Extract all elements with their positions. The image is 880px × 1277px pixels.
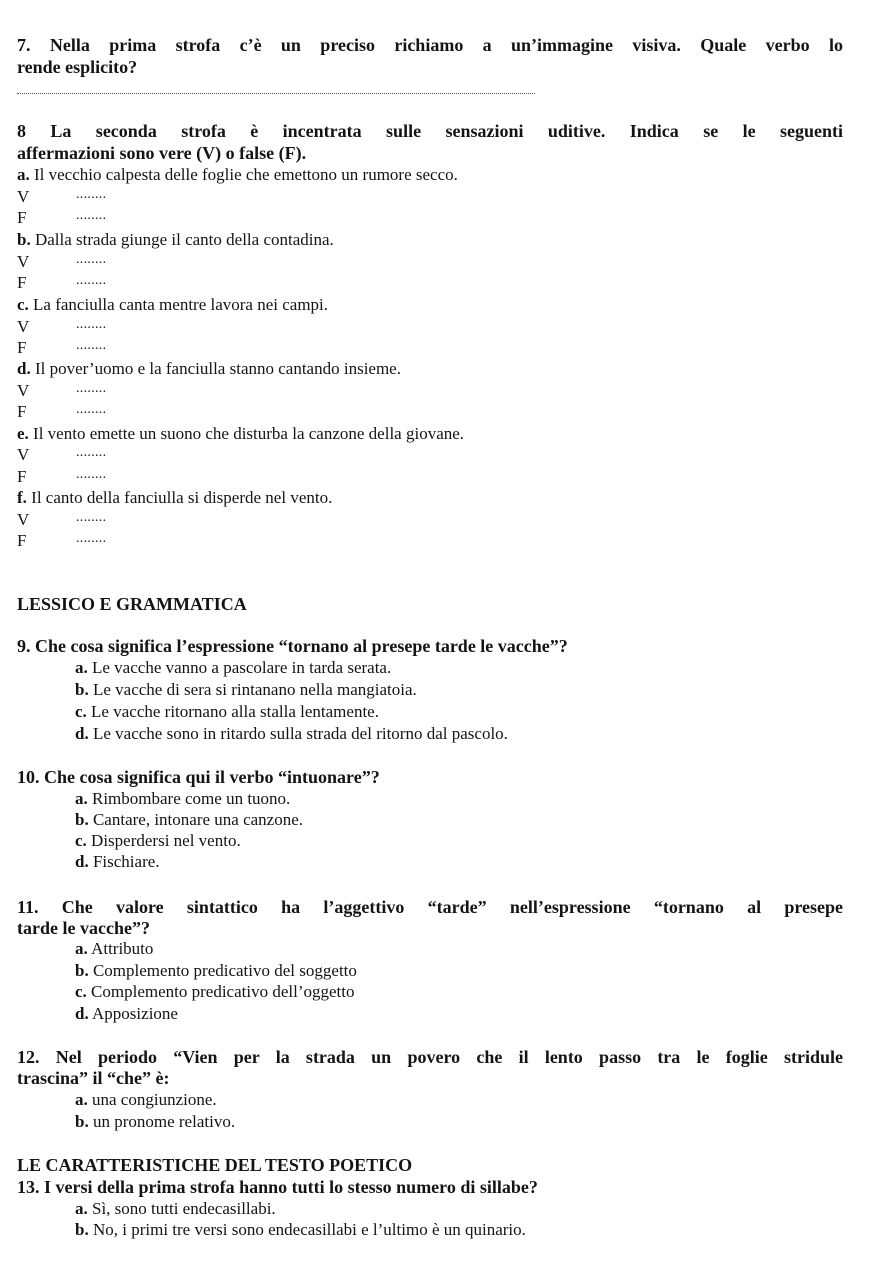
q8a-f-blank[interactable]: ........ bbox=[76, 208, 107, 223]
q8-statement-a: a. Il vecchio calpesta delle foglie che emettono un rumore secco. bbox=[17, 165, 458, 184]
q9-option-b[interactable]: b. Le vacche di sera si rintanano nella mangiatoia. bbox=[75, 680, 417, 699]
q8e-f-label: F bbox=[17, 467, 27, 486]
q8-statement-c: c. La fanciulla canta mentre lavora nei campi. bbox=[17, 295, 329, 314]
q11-option-b[interactable]: b. Complemento predicativo del soggetto bbox=[75, 961, 357, 980]
q9-text: 9. Che cosa significa l’espressione “tornano al presepe tarde le vacche”? bbox=[17, 636, 568, 656]
q11-option-c[interactable]: c. Complemento predicativo dell’oggetto bbox=[75, 982, 355, 1001]
q7-answer-line[interactable] bbox=[17, 93, 535, 94]
q8b-v-label: V bbox=[17, 252, 30, 271]
q8d-v-label: V bbox=[17, 381, 30, 400]
q8f-v-blank[interactable]: ........ bbox=[76, 510, 107, 525]
q8c-f-label: F bbox=[17, 338, 27, 357]
q8c-v-label: V bbox=[17, 317, 30, 336]
q8a-f-label: F bbox=[17, 208, 27, 227]
section-heading-lessico: LESSICO E GRAMMATICA bbox=[17, 594, 247, 614]
q10-option-d[interactable]: d. Fischiare. bbox=[75, 852, 160, 871]
q8-statement-b: b. Dalla strada giunge il canto della contadina. bbox=[17, 230, 334, 249]
q8-line2: affermazioni sono vere (V) o false (F). bbox=[17, 143, 307, 163]
q13-option-a[interactable]: a. Sì, sono tutti endecasillabi. bbox=[75, 1199, 276, 1218]
q10-option-a[interactable]: a. Rimbombare come un tuono. bbox=[75, 789, 291, 808]
q8c-f-blank[interactable]: ........ bbox=[76, 338, 107, 353]
q8a-v-label: V bbox=[17, 187, 30, 206]
q8-statement-d: d. Il pover’uomo e la fanciulla stanno cantando insieme. bbox=[17, 359, 401, 378]
q7-line2: rende esplicito? bbox=[17, 57, 138, 77]
q11-option-a[interactable]: a. Attributo bbox=[75, 939, 154, 958]
q8d-f-label: F bbox=[17, 402, 27, 421]
q12-option-a[interactable]: a. una congiunzione. bbox=[75, 1090, 217, 1109]
q8e-f-blank[interactable]: ........ bbox=[76, 467, 107, 482]
q12-line2: trascina” il “che” è: bbox=[17, 1068, 170, 1088]
q8d-f-blank[interactable]: ........ bbox=[76, 402, 107, 417]
q11-line2: tarde le vacche”? bbox=[17, 918, 150, 938]
section-heading-caratteristiche: LE CARATTERISTICHE DEL TESTO POETICO bbox=[17, 1155, 413, 1175]
q9-option-d[interactable]: d. Le vacche sono in ritardo sulla strada del ritorno dal pascolo. bbox=[75, 724, 508, 743]
q13-text: 13. I versi della prima strofa hanno tutti lo stesso numero di sillabe? bbox=[17, 1177, 538, 1197]
q12-line1: 12. Nel periodo “Vien per la strada un povero che il lento passo tra le foglie stridule bbox=[17, 1047, 843, 1067]
q11-line1: 11. Che valore sintattico ha l’aggettivo “tarde” nell’espressione “tornano al presepe bbox=[17, 897, 843, 917]
q8f-f-blank[interactable]: ........ bbox=[76, 531, 107, 546]
q10-option-c[interactable]: c. Disperdersi nel vento. bbox=[75, 831, 241, 850]
q8-statement-e: e. Il vento emette un suono che disturba la canzone della giovane. bbox=[17, 424, 465, 443]
q8-line1: 8 La seconda strofa è incentrata sulle sensazioni uditive. Indica se le seguenti bbox=[17, 121, 843, 141]
q9-option-a[interactable]: a. Le vacche vanno a pascolare in tarda serata. bbox=[75, 658, 392, 677]
q7-line1: 7. Nella prima strofa c’è un preciso richiamo a un’immagine visiva. Quale verbo lo bbox=[17, 35, 843, 55]
q8f-v-label: V bbox=[17, 510, 30, 529]
q8e-v-blank[interactable]: ........ bbox=[76, 445, 107, 460]
q8f-f-label: F bbox=[17, 531, 27, 550]
q10-text: 10. Che cosa significa qui il verbo “intuonare”? bbox=[17, 767, 380, 787]
q11-option-d[interactable]: d. Apposizione bbox=[75, 1004, 178, 1023]
q8d-v-blank[interactable]: ........ bbox=[76, 381, 107, 396]
q12-option-b[interactable]: b. un pronome relativo. bbox=[75, 1112, 236, 1131]
q8a-v-blank[interactable]: ........ bbox=[76, 187, 107, 202]
q8c-v-blank[interactable]: ........ bbox=[76, 317, 107, 332]
q8-statement-f: f. Il canto della fanciulla si disperde nel vento. bbox=[17, 488, 333, 507]
q9-option-c[interactable]: c. Le vacche ritornano alla stalla lentamente. bbox=[75, 702, 379, 721]
q8e-v-label: V bbox=[17, 445, 30, 464]
q10-option-b[interactable]: b. Cantare, intonare una canzone. bbox=[75, 810, 304, 829]
q8b-f-label: F bbox=[17, 273, 27, 292]
q8b-v-blank[interactable]: ........ bbox=[76, 252, 107, 267]
q8b-f-blank[interactable]: ........ bbox=[76, 273, 107, 288]
q13-option-b[interactable]: b. No, i primi tre versi sono endecasillabi e l’ultimo è un quinario. bbox=[75, 1220, 526, 1239]
